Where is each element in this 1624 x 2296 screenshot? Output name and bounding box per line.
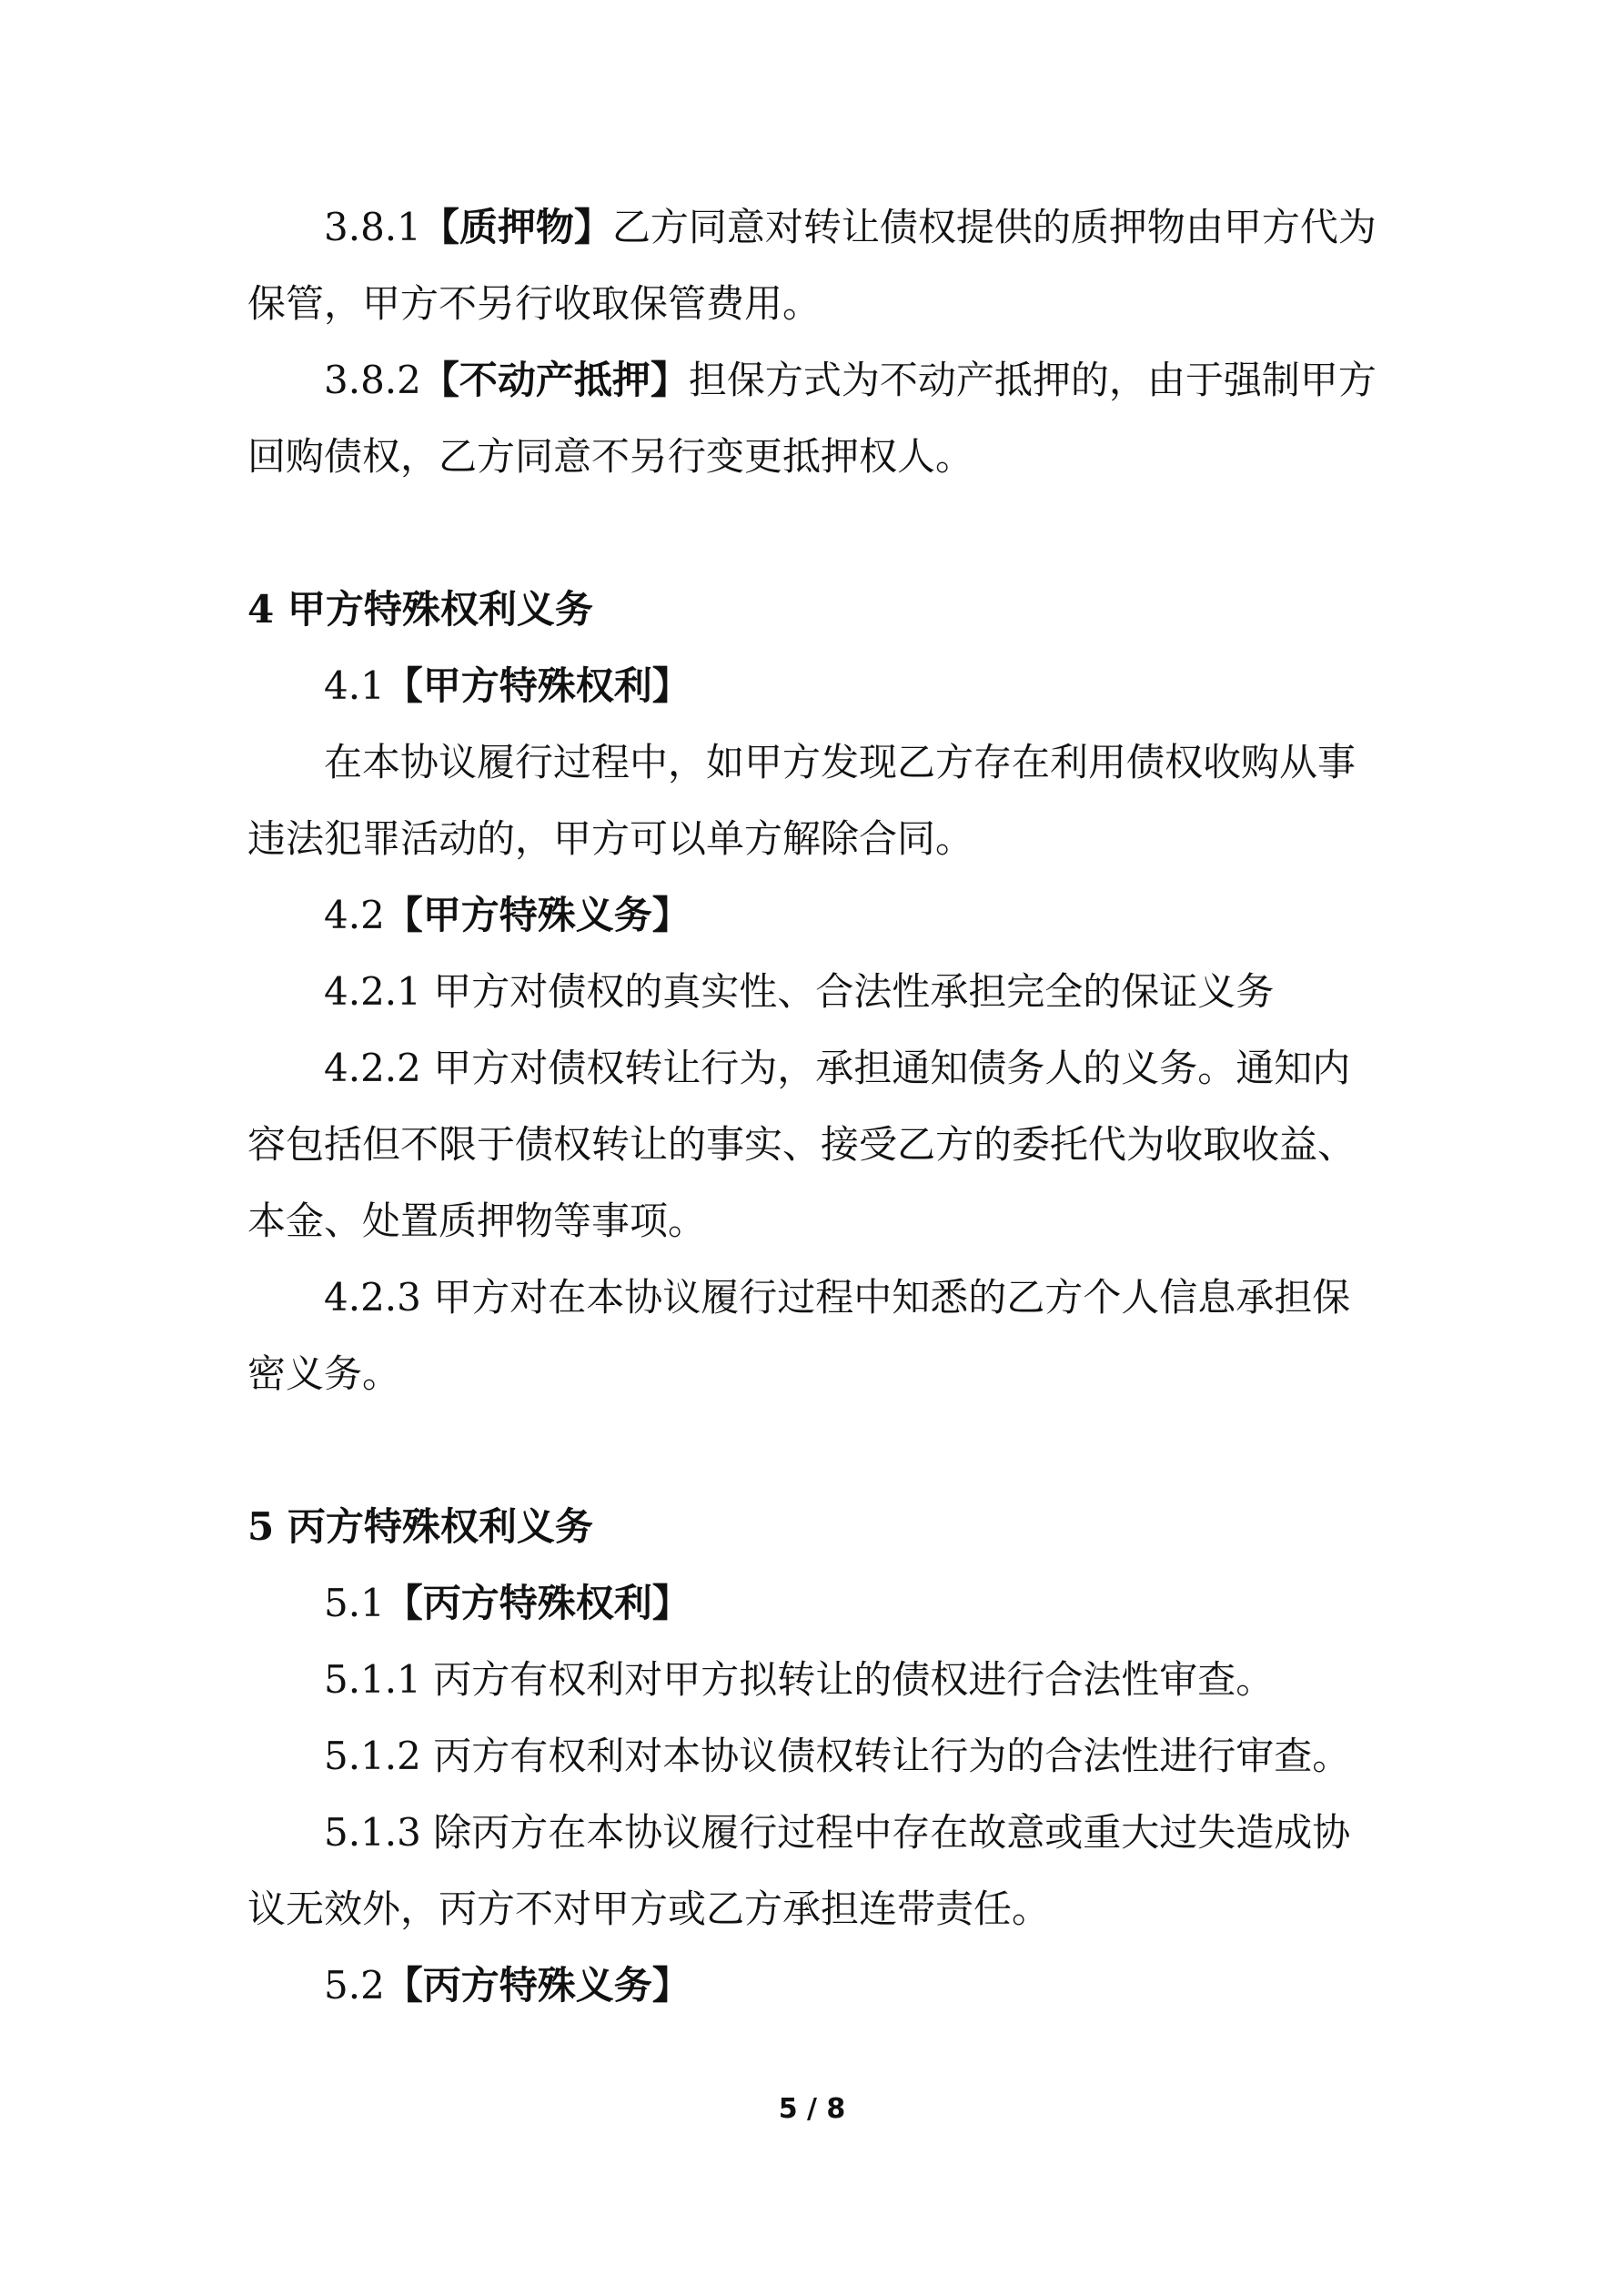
clause-5-1-1: 5.1.1 丙方有权利对甲方拟转让的债权进行合法性审查。 xyxy=(324,1657,1275,1702)
clause-4-2-1: 4.2.1 甲方对债权的真实性、合法性承担完全的保证义务 xyxy=(324,969,1275,1014)
clause-4-1-text: 在本协议履行过程中，如甲方发现乙方存在利用债权收购从事 xyxy=(324,740,1357,784)
clause-title: 【甲方特殊权利】 xyxy=(384,663,691,708)
clause-5-1-3: 5.1.3 除丙方在本协议履行过程中存在故意或重大过失造成协 xyxy=(324,1810,1351,1855)
clause-4-2-2: 4.2.2 甲方对债权转让行为，承担通知债务人的义务。通知内 xyxy=(324,1046,1351,1090)
clause-5-1-3-cont: 议无效外，丙方不对甲方或乙方承担连带责任。 xyxy=(247,1886,1051,1931)
document-page xyxy=(247,189,1394,2024)
clause-5-1-2: 5.1.2 丙方有权利对本协议债权转让行为的合法性进行审查。 xyxy=(324,1734,1351,1778)
clause-4-1-text-cont: 违法犯罪活动的，甲方可以单方解除合同。 xyxy=(247,816,974,861)
clause-title: 【甲方特殊义务】 xyxy=(384,893,691,937)
clause-title: 【丙方特殊权利】 xyxy=(384,1581,691,1625)
clause-title: 【质押物】 xyxy=(420,205,612,249)
clause-3-8-2 xyxy=(247,342,1394,419)
section-5-heading: 5 丙方特殊权利义务 xyxy=(247,1504,593,1549)
clause-title: 【不动产抵押】 xyxy=(420,358,689,402)
clause-4-2 xyxy=(247,877,1394,954)
clause-3-8-2-cont: 回购债权，乙方同意不另行变更抵押权人。 xyxy=(247,434,974,479)
clause-number: 5.1 xyxy=(324,1581,385,1625)
section-gap xyxy=(247,1412,1394,1489)
clause-text: 担保方式为不动产抵押的，由于强制甲方 xyxy=(688,358,1377,402)
clause-4-2-2-cont: 本金、处置质押物等事项。 xyxy=(247,1199,707,1243)
clause-4-2-3: 4.2.3 甲方对在本协议履行过程中知悉的乙方个人信息承担保 xyxy=(324,1275,1351,1320)
clause-4-1 xyxy=(247,648,1394,724)
clause-title: 【丙方特殊义务】 xyxy=(384,1963,691,2008)
clause-number: 3.8.1 xyxy=(324,205,421,249)
page-number: 5 / 8 xyxy=(778,2093,846,2125)
clause-number: 4.1 xyxy=(324,663,385,708)
clause-number: 5.2 xyxy=(324,1963,385,2008)
clause-3-8-1 xyxy=(247,189,1394,266)
clause-5-2 xyxy=(247,1947,1394,2024)
clause-4-2-2-cont: 容包括但不限于债权转让的事实、接受乙方的委托代为收取收益、 xyxy=(247,1122,1357,1167)
clause-5-1 xyxy=(247,1565,1394,1642)
clause-4-2-3-cont: 密义务。 xyxy=(247,1351,401,1396)
clause-number: 4.2 xyxy=(324,893,385,937)
section-4-heading: 4 甲方特殊权利义务 xyxy=(247,587,593,632)
clause-text: 乙方同意对转让债权提供的质押物由甲方代为 xyxy=(611,205,1377,249)
clause-3-8-1-cont: 保管，甲方不另行收取保管费用。 xyxy=(247,281,822,326)
section-gap xyxy=(247,495,1394,571)
clause-number: 3.8.2 xyxy=(324,358,421,402)
